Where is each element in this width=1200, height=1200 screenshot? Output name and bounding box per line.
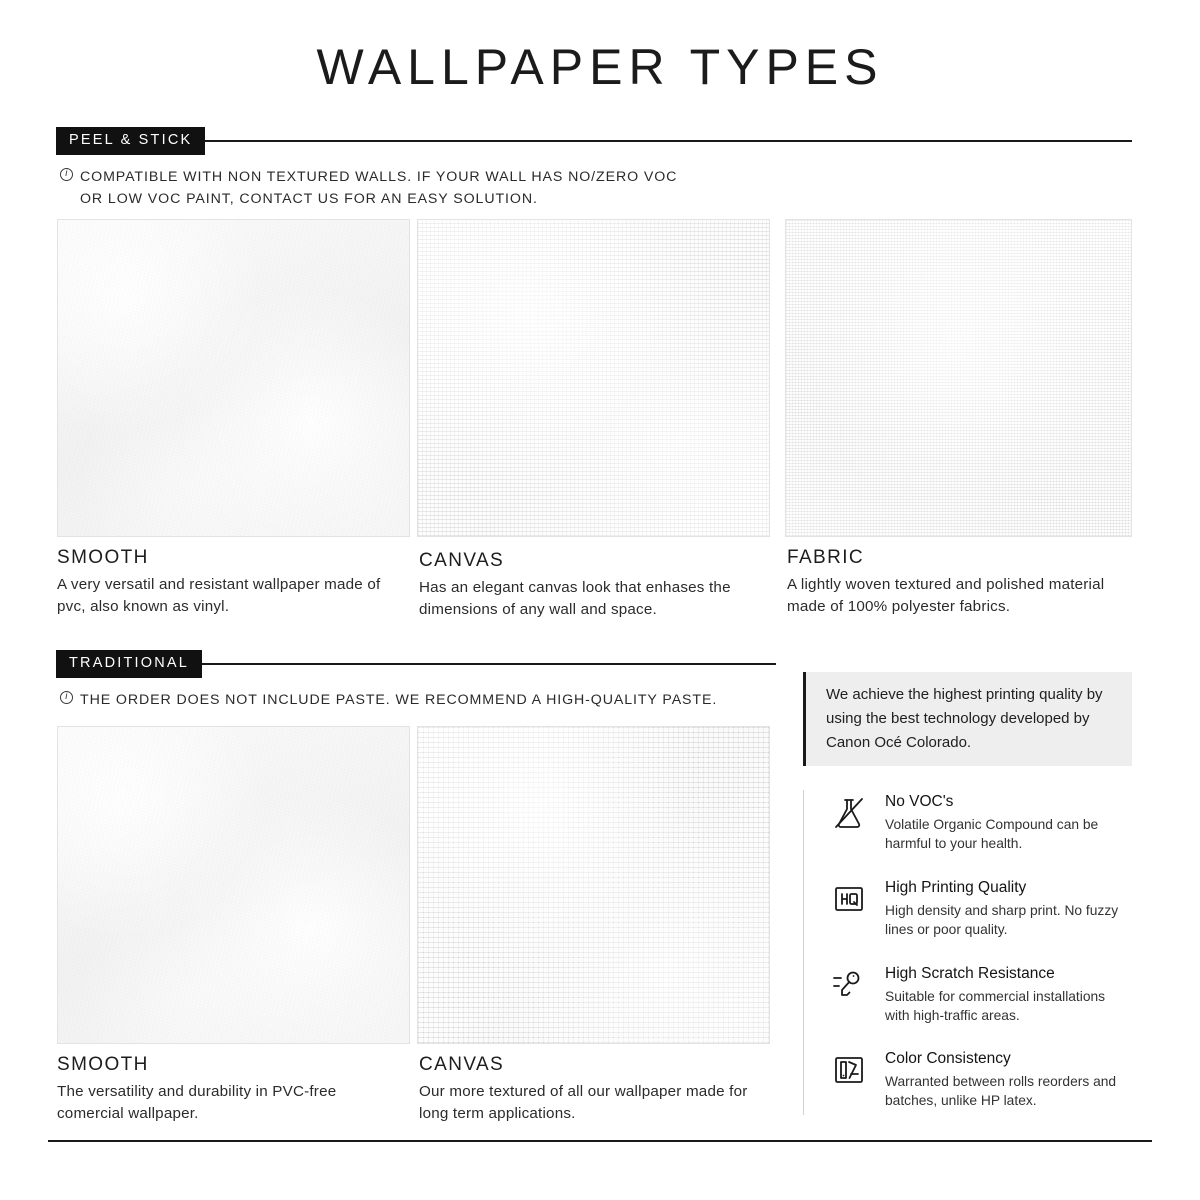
feature-color-consistency [829, 1050, 1129, 1111]
info-icon [60, 691, 73, 704]
feature-description: High density and sharp print. No fuzzy lines or poor quality. [885, 902, 1119, 938]
section-header-traditional [56, 650, 776, 678]
feature-description: Volatile Organic Compound can be harmful to your health. [885, 816, 1099, 852]
swatch-traditional-canvas [417, 726, 770, 1044]
feature-title: High Scratch Resistance [885, 965, 1055, 982]
feature-title: No VOC's [885, 793, 954, 810]
feature-no-voc [829, 793, 1129, 854]
swatch-peel-smooth [57, 219, 410, 537]
feature-high-scratch-resistance [829, 965, 1129, 1026]
note-peel-stick [60, 166, 700, 210]
feature-high-printing-quality [829, 879, 1129, 940]
color-consistency-swatch-icon [829, 1050, 869, 1090]
caption-desc-peel-fabric: A lightly woven textured and polished material made of 100% polyester fabrics. [787, 576, 1105, 616]
quote-text: We achieve the highest printing quality by using the best technology developed by Canon Océ Colorado. [826, 686, 1103, 751]
caption-title-peel-smooth: SMOOTH [57, 547, 149, 568]
high-quality-hq-icon [829, 879, 869, 919]
scratch-resistance-icon [829, 965, 869, 1005]
note-text: THE ORDER DOES NOT INCLUDE PASTE. WE RECOMMEND A HIGH-QUALITY PASTE. [80, 692, 718, 708]
swatch-peel-fabric [785, 219, 1132, 537]
page-title: WALLPAPER TYPES [316, 39, 884, 95]
feature-description: Warranted between rolls reorders and batches, unlike HP latex. [885, 1073, 1117, 1109]
feature-divider [803, 790, 804, 1115]
section-tag-traditional: TRADITIONAL [56, 650, 202, 678]
caption-desc-peel-canvas: Has an elegant canvas look that enhases the dimensions of any wall and space. [419, 579, 731, 619]
section-rule [202, 663, 776, 665]
section-tag-peel-stick: PEEL & STICK [56, 127, 205, 155]
caption-title-traditional-canvas: CANVAS [419, 1054, 505, 1075]
info-icon [60, 168, 73, 181]
feature-title: Color Consistency [885, 1050, 1011, 1067]
quote-box [803, 672, 1132, 766]
caption-desc-traditional-smooth: The versatility and durability in PVC-free comercial wallpaper. [57, 1083, 337, 1123]
caption-title-traditional-smooth: SMOOTH [57, 1054, 149, 1075]
note-traditional [60, 689, 760, 711]
feature-title: High Printing Quality [885, 879, 1027, 896]
no-voc-flask-icon [829, 793, 869, 833]
section-header-peel-stick [56, 127, 1132, 155]
footer-rule [48, 1140, 1152, 1142]
caption-title-peel-fabric: FABRIC [787, 547, 865, 568]
caption-desc-peel-smooth: A very versatil and resistant wallpaper made of pvc, also known as vinyl. [57, 576, 381, 616]
swatch-traditional-smooth [57, 726, 410, 1044]
caption-title-peel-canvas: CANVAS [419, 550, 505, 571]
swatch-peel-canvas [417, 219, 770, 537]
note-text: COMPATIBLE WITH NON TEXTURED WALLS. IF YOUR WALL HAS NO/ZERO VOC OR LOW VOC PAINT, CONTACT US FOR AN EASY SOLUTION. [80, 169, 678, 207]
section-rule [205, 140, 1132, 142]
caption-desc-traditional-canvas: Our more textured of all our wallpaper made for long term applications. [419, 1083, 748, 1123]
feature-description: Suitable for commercial installations with high-traffic areas. [885, 988, 1106, 1024]
